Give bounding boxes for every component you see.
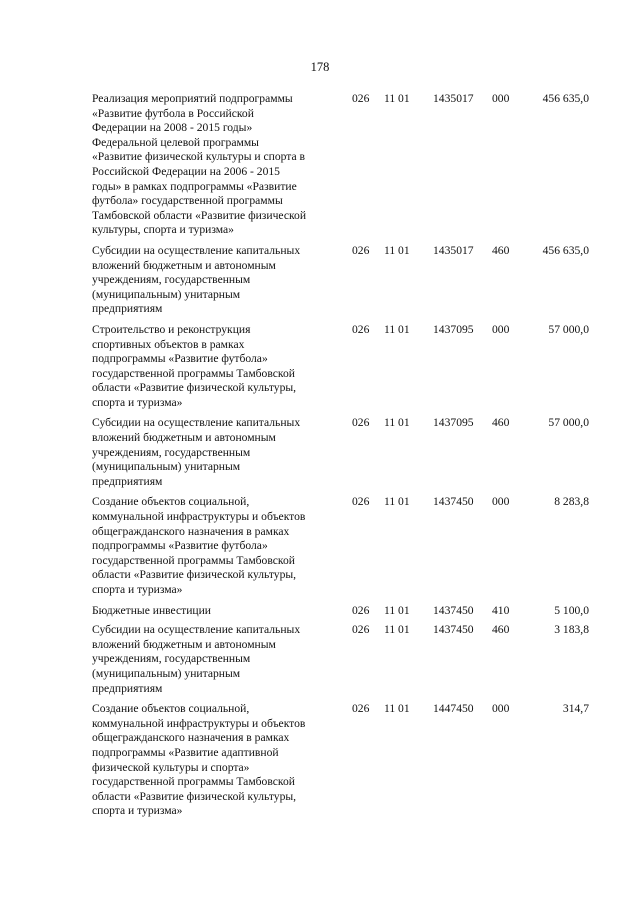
expense-type-code: 460 bbox=[492, 623, 510, 637]
table-row bbox=[0, 495, 640, 597]
section-code: 11 01 bbox=[384, 243, 410, 257]
expense-type-code: 410 bbox=[492, 603, 510, 617]
target-article-code: 1437450 bbox=[433, 623, 474, 637]
target-article-code: 1437450 bbox=[433, 495, 474, 509]
row-description: Субсидии на осуществление капитальных вложений бюджетным и автономным учреждениям, государственным (муниципальным) унитарным предприятиям bbox=[92, 623, 301, 695]
expense-type-code: 000 bbox=[492, 92, 510, 105]
target-article-code: 1437095 bbox=[433, 322, 474, 336]
expense-type-code: 460 bbox=[492, 416, 510, 430]
amount: 5 100,0 bbox=[554, 603, 589, 617]
ministry-code: 026 bbox=[352, 322, 370, 336]
target-article-code: 1435017 bbox=[433, 243, 474, 257]
amount: 3 183,8 bbox=[554, 623, 589, 637]
row-description: Строительство и реконструкция спортивных объектов в рамках подпрограммы «Развитие футбола» государственной программы Тамбовской области «Развитие физической культуры, спорта и туризма» bbox=[92, 322, 297, 409]
ministry-code: 026 bbox=[352, 623, 370, 637]
table-row bbox=[0, 416, 640, 489]
amount: 57 000,0 bbox=[548, 322, 589, 336]
row-description: Реализация мероприятий подпрограммы «Развитие футбола в Российской Федерации на 2008 - 2015 годы» Федеральной целевой программы «Развитие физической культуры и спорта в Российской Федерации на 2006 - 2015 годы» в рамках подпрограммы «Развитие футбола» государственной программы Тамбовской области «Развитие физической культуры, спорта и туризма» bbox=[92, 92, 307, 237]
row-description: Субсидии на осуществление капитальных вложений бюджетным и автономным учреждениям, государственным (муниципальным) унитарным предприятиям bbox=[92, 243, 301, 316]
target-article-code: 1437095 bbox=[433, 416, 474, 430]
ministry-code: 026 bbox=[352, 702, 370, 716]
section-code: 11 01 bbox=[384, 495, 410, 509]
section-code: 11 01 bbox=[384, 603, 410, 617]
target-article-code: 1447450 bbox=[433, 702, 474, 716]
ministry-code: 026 bbox=[352, 603, 370, 617]
target-article-code: 1437450 bbox=[433, 603, 474, 617]
expense-type-code: 000 bbox=[492, 322, 510, 336]
section-code: 11 01 bbox=[384, 702, 410, 716]
ministry-code: 026 bbox=[352, 243, 370, 257]
amount: 456 635,0 bbox=[542, 243, 589, 257]
row-description: Создание объектов социальной, коммунальной инфраструктуры и объектов общегражданского назначения в рамках подпрограммы «Развитие футбола» государственной программы Тамбовской области «Развитие физической культуры, спорта и туризма» bbox=[92, 495, 306, 596]
row-description: Бюджетные инвестиции bbox=[92, 603, 212, 617]
row-description: Субсидии на осуществление капитальных вложений бюджетным и автономным учреждениям, государственным (муниципальным) унитарным предприятиям bbox=[92, 416, 301, 488]
table-row bbox=[0, 244, 640, 317]
page-number: 178 bbox=[310, 60, 330, 74]
table-row bbox=[0, 92, 640, 238]
table-row bbox=[0, 604, 640, 619]
table-row bbox=[0, 323, 640, 411]
section-code: 11 01 bbox=[384, 92, 410, 105]
table-row bbox=[0, 623, 640, 696]
section-code: 11 01 bbox=[384, 416, 410, 430]
amount: 57 000,0 bbox=[548, 416, 589, 430]
expense-type-code: 000 bbox=[492, 702, 510, 716]
section-code: 11 01 bbox=[384, 623, 410, 637]
ministry-code: 026 bbox=[352, 495, 370, 509]
amount: 456 635,0 bbox=[542, 92, 589, 105]
amount: 314,7 bbox=[562, 702, 589, 716]
amount: 8 283,8 bbox=[554, 495, 589, 509]
target-article-code: 1435017 bbox=[433, 92, 474, 105]
expense-type-code: 460 bbox=[492, 243, 510, 257]
ministry-code: 026 bbox=[352, 92, 370, 105]
section-code: 11 01 bbox=[384, 322, 410, 336]
table-row bbox=[0, 702, 640, 819]
row-description: Создание объектов социальной, коммунальной инфраструктуры и объектов общегражданского назначения в рамках подпрограммы «Развитие адаптивной физической культуры и спорта» государственной программы Тамбовской области «Развитие физической культуры, спорта и туризма» bbox=[92, 702, 306, 818]
expense-type-code: 000 bbox=[492, 495, 510, 509]
ministry-code: 026 bbox=[352, 416, 370, 430]
budget-table bbox=[0, 92, 640, 819]
